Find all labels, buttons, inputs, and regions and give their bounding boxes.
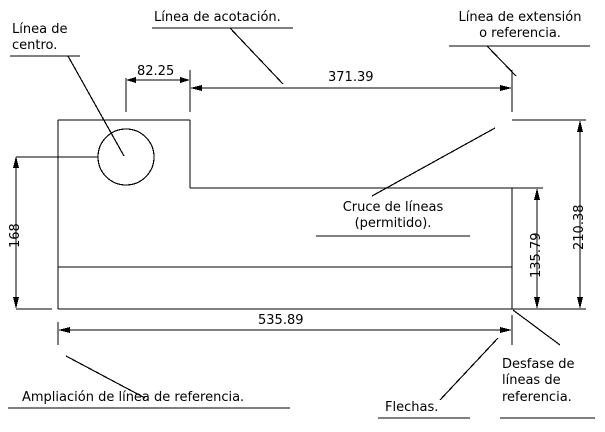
- annotation-linea-de-extension: [449, 10, 591, 43]
- annotation-flechas: [385, 400, 438, 416]
- annotation-desfase-de-lineas-line3: referencia.: [502, 389, 572, 405]
- annotation-linea-de-acotacion-line1: Línea de acotación.: [154, 10, 281, 25]
- annotation-ampliacion-linea-referencia: [22, 390, 244, 406]
- annotation-linea-de-centro: [12, 22, 67, 55]
- dimension-value-210-38: 210.38: [572, 204, 587, 250]
- arrowhead-535-89-right: [500, 327, 512, 333]
- annotation-linea-de-acotacion: [154, 10, 281, 26]
- arrowhead-168-top: [13, 156, 19, 168]
- leader-desfase-de-lineas: [513, 310, 560, 345]
- arrowhead-535-89-left: [58, 327, 70, 333]
- annotation-desfase-de-lineas-line2: líneas de: [502, 373, 561, 389]
- leader-linea-de-acotacion: [230, 28, 283, 84]
- dimension-value-168: 168: [8, 223, 23, 248]
- leader-flechas: [440, 338, 498, 400]
- annotation-flechas-line1: Flechas.: [385, 400, 439, 415]
- annotation-ampliacion-line1: Ampliación de línea de referencia.: [22, 390, 245, 405]
- leader-linea-de-centro: [68, 56, 124, 156]
- dimension-value-82-25: 82.25: [137, 64, 175, 79]
- dimension-value-135-79: 135.79: [529, 232, 544, 278]
- annotation-linea-de-centro-line1: Línea de: [12, 22, 68, 37]
- annotation-linea-de-extension-line2: o referencia.: [479, 26, 561, 42]
- annotation-cruce-de-lineas: [316, 200, 470, 233]
- arrowhead-82-25-left: [126, 77, 136, 83]
- arrowhead-371-39-right: [500, 85, 512, 91]
- hole-circle: [98, 129, 154, 185]
- annotation-linea-de-extension-line1: Línea de extensión: [458, 10, 582, 25]
- arrowhead-210-38-top: [577, 120, 583, 132]
- dimension-value-535-89: 535.89: [258, 313, 304, 328]
- leader-linea-de-extension: [487, 46, 516, 76]
- annotation-desfase-de-lineas-line1: Desfase de: [502, 357, 575, 372]
- arrowhead-135-79-bottom: [534, 297, 540, 309]
- annotation-linea-de-centro-line2: centro.: [12, 38, 58, 54]
- leader-cruce-de-lineas: [372, 128, 495, 196]
- arrowhead-371-39-left: [190, 85, 202, 91]
- annotation-desfase-de-lineas: [502, 357, 574, 406]
- arrowhead-168-bottom: [13, 297, 19, 309]
- arrowhead-82-25-right: [180, 77, 190, 83]
- annotation-cruce-de-lineas-line2: (permitido).: [354, 216, 432, 232]
- annotation-cruce-de-lineas-line1: Cruce de líneas: [342, 200, 444, 215]
- arrowhead-210-38-bottom: [577, 297, 583, 309]
- dimension-value-371-39: 371.39: [328, 70, 374, 85]
- arrowhead-135-79-top: [534, 188, 540, 200]
